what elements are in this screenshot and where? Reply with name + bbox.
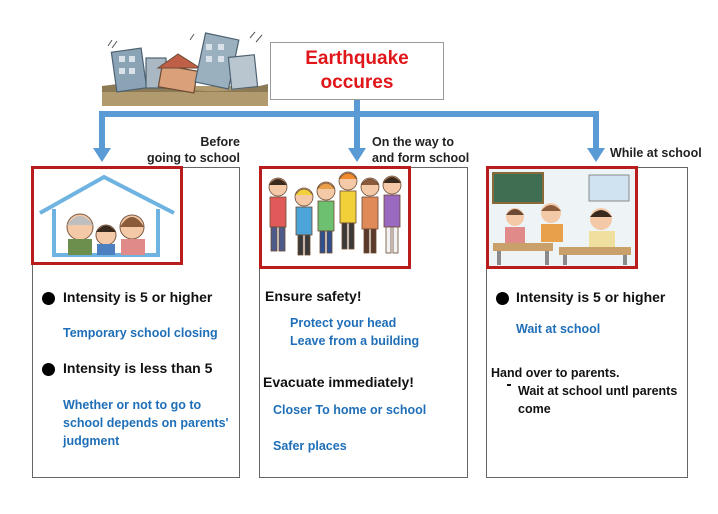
title-box (270, 42, 444, 100)
before-text-2: Whether or not to go to school depends on parents' judgment (63, 398, 229, 448)
before-text-1: Temporary school closing (63, 326, 218, 340)
arrow-head-right (587, 148, 605, 162)
onway-text-2: Closer To home or school (273, 403, 427, 417)
atschool-text-1: Wait at school (516, 322, 601, 336)
collapsed-buildings-illustration (100, 28, 270, 108)
page-title: Earthquake occures (305, 48, 409, 93)
family-house-illustration (34, 169, 180, 262)
bullet-icon (42, 292, 55, 305)
children-walking-illustration (262, 169, 408, 266)
before-heading-2: Intensity is less than 5 (63, 360, 213, 376)
before-heading-1: Intensity is 5 or higher (63, 289, 213, 305)
image-frame-atschool (486, 166, 638, 269)
image-frame-onway (259, 166, 411, 269)
branch-label-onway: On the way to and form school (372, 135, 470, 165)
onway-heading-1: Ensure safety! (265, 288, 362, 304)
image-frame-before (31, 166, 183, 265)
atschool-text-3: Wait at school untl parents come (518, 384, 678, 416)
bullet-icon (496, 292, 509, 305)
atschool-text-2: Hand over to parents. (491, 366, 620, 380)
bullet-icon (42, 363, 55, 376)
onway-text-3: Safer places (273, 439, 347, 453)
onway-heading-2: Evacuate immediately! (263, 374, 414, 390)
atschool-heading-1: Intensity is 5 or higher (516, 289, 666, 305)
dash-bullet-icon (507, 384, 511, 386)
onway-text-1: Protect your head Leave from a building (290, 316, 420, 348)
classroom-illustration (489, 169, 635, 266)
branch-label-before: Before going to school (146, 135, 240, 165)
arrow-head-left (93, 148, 111, 162)
arrow-head-middle (348, 148, 366, 162)
branch-label-atschool: While at school (610, 146, 702, 160)
